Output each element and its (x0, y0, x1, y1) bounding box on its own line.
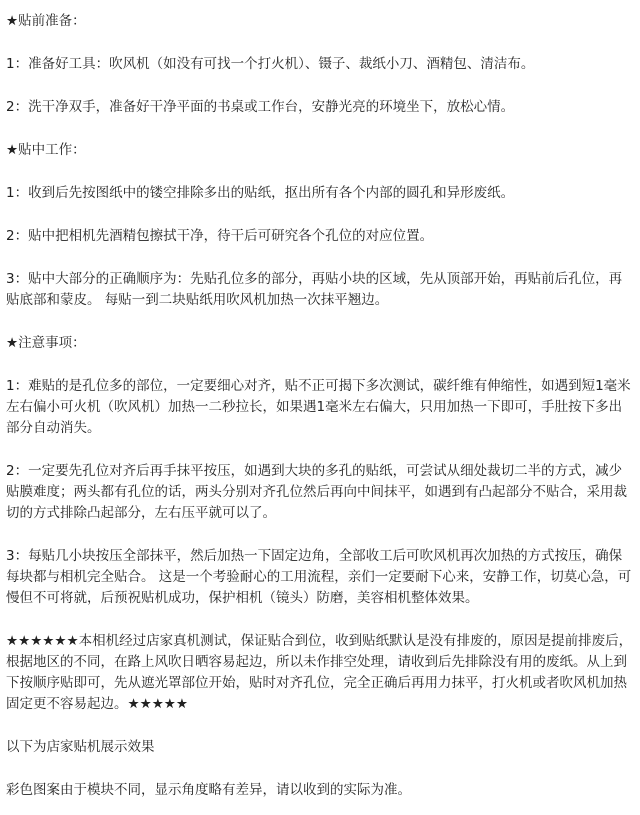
notes-item-1: 1：难贴的是孔位多的部位，一定要细心对齐，贴不正可揭下多次测试，碳纤维有伸缩性，如遇到短1毫米左右偏小可火机（吹风机）加热一二秒拉长，如果遇1毫米左右偏大，只用加热一下即可，手肚按下多出部分自动消失。 (6, 378, 631, 436)
before-item-1: 1：准备好工具：吹风机（如没有可找一个打火机）、镊子、裁纸小刀、酒精包、清洁布。 (6, 56, 535, 72)
notes-item-3: 3：每贴几小块按压全部抹平，然后加热一下固定边角，全部收工后可吹风机再次加热的方式按压，确保每块都与相机完全贴合。 这是一个考验耐心的工用流程，亲们一定要耐下心来，安静工作，切莫心急，可慢但不可将就，后预祝贴机成功，保护相机（镜头）防磨，美容相机整体效果。 (6, 548, 632, 606)
showcase-label: 以下为店家贴机展示效果 (6, 739, 155, 755)
during-item-1: 1：收到后先按图纸中的镂空排除多出的贴纸，抠出所有各个内部的圆孔和异形废纸。 (6, 185, 515, 201)
during-item-2: 2：贴中把相机先酒精包擦拭干净，待干后可研究各个孔位的对应位置。 (6, 228, 434, 244)
section-heading-during: ★贴中工作： (6, 142, 86, 158)
before-item-2: 2：洗干净双手，准备好干净平面的书桌或工作台，安静光亮的环境坐下，放松心情。 (6, 99, 515, 115)
during-item-3: 3：贴中大部分的正确顺序为：先贴孔位多的部分，再贴小块的区域，先从顶部开始，再贴前后孔位，再贴底部和蒙皮。 每贴一到二块贴纸用吹风机加热一次抹平翘边。 (6, 271, 623, 308)
disclaimer: 彩色图案由于模块不同，显示角度略有差异，请以收到的实际为准。 (6, 782, 411, 798)
section-heading-notes: ★注意事项： (6, 335, 86, 351)
star-notice: ★★★★★★本相机经过店家真机测试，保证贴合到位，收到贴纸默认是没有排废的，原因是提前排废后，根据地区的不同，在路上风吹日晒容易起边，所以未作排空处理，请收到后先排除没有用的废纸。从上到下按顺序贴即可，先从遮光罩部位开始，贴时对齐孔位，完全正确后再用力抹平，打火机或者吹风机加热固定更不容易起边。★★★★★ (6, 633, 633, 712)
section-heading-before: ★贴前准备： (6, 13, 86, 29)
notes-item-2: 2：一定要先孔位对齐后再手抹平按压，如遇到大块的多孔的贴纸，可尝试从细处裁切二半的方式，减少贴膜难度；两头都有孔位的话，两头分别对齐孔位然后再向中间抹平，如遇到有凸起部分不贴合，采用裁切的方式排除凸起部分，左右压平就可以了。 (6, 463, 627, 521)
